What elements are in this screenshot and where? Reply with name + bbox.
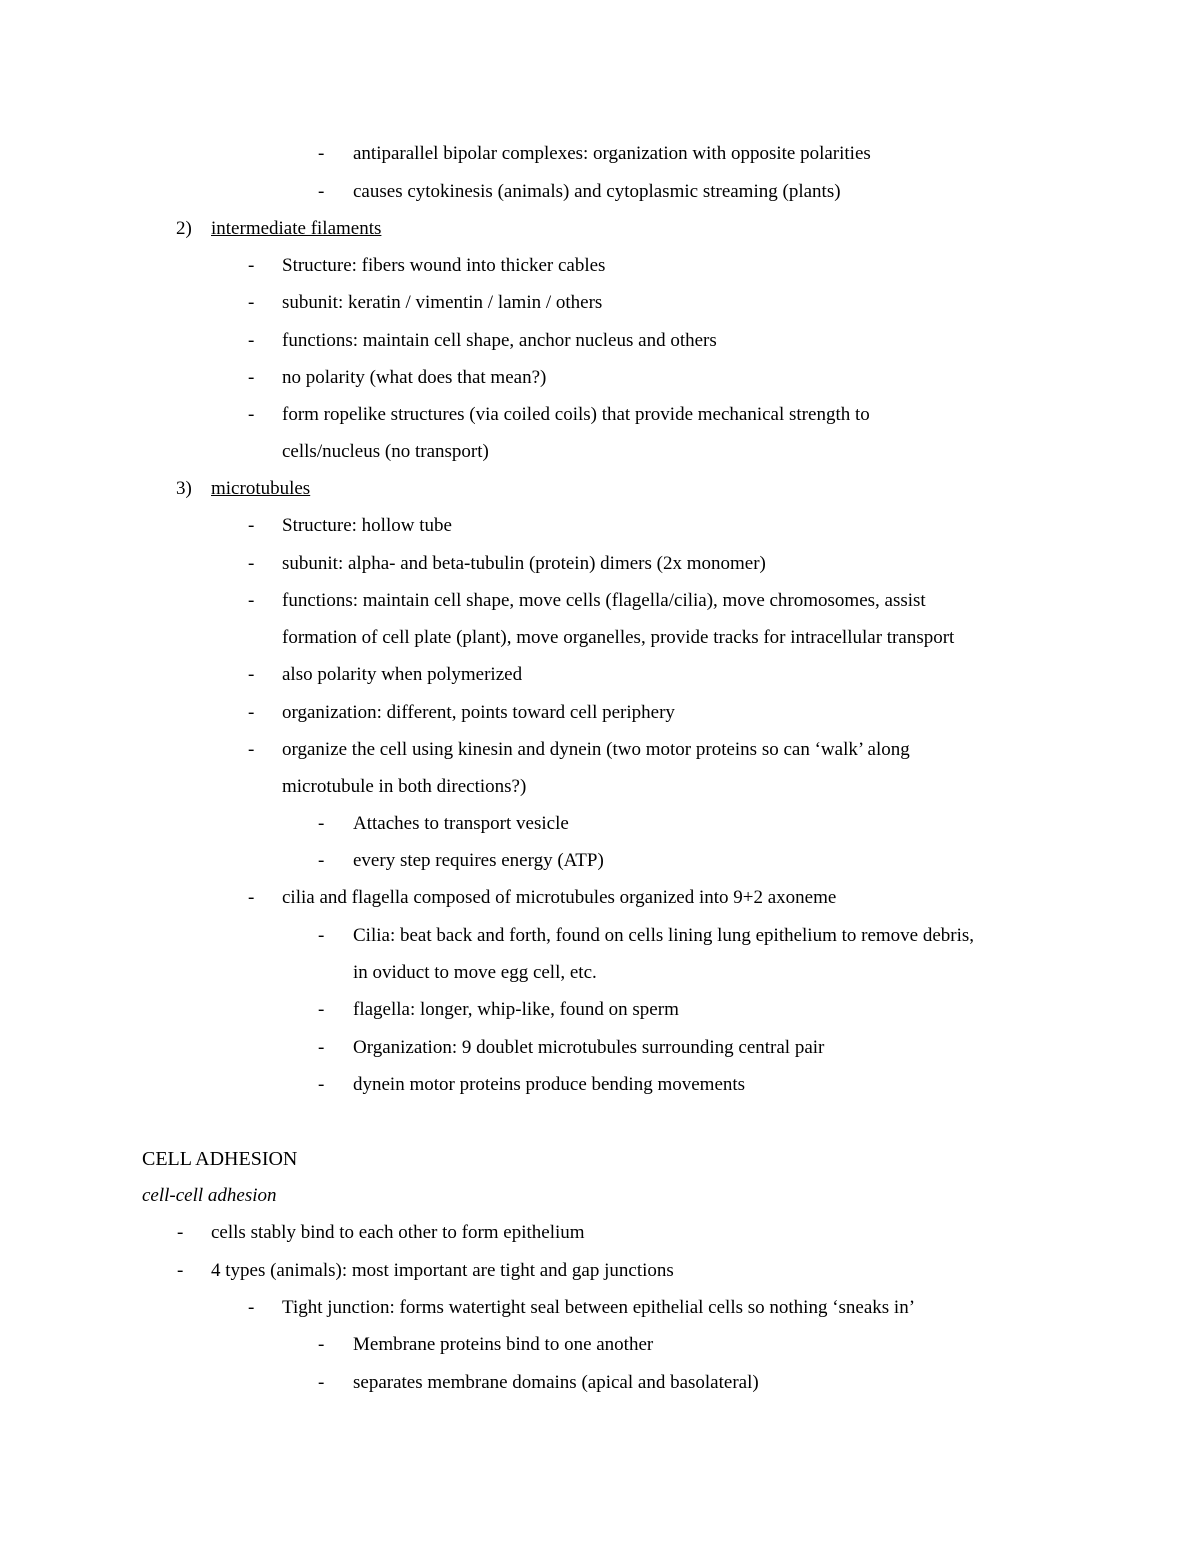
list-item: functions: maintain cell shape, anchor nucleus and others xyxy=(282,330,717,351)
bullet-dash: - xyxy=(177,1222,184,1243)
bullet-dash: - xyxy=(318,1037,325,1058)
bullet-dash: - xyxy=(248,367,255,388)
list-item: Structure: hollow tube xyxy=(282,515,452,536)
list-number: 2) xyxy=(176,218,192,239)
bullet-dash: - xyxy=(318,1074,325,1095)
bullet-dash: - xyxy=(318,1334,325,1355)
bullet-dash: - xyxy=(318,850,325,871)
bullet-dash: - xyxy=(318,999,325,1020)
list-item: Organization: 9 doublet microtubules surrounding central pair xyxy=(353,1037,825,1058)
bullet-dash: - xyxy=(248,292,255,313)
list-item-continuation: in oviduct to move egg cell, etc. xyxy=(353,962,597,983)
list-item-continuation: cells/nucleus (no transport) xyxy=(282,441,489,462)
list-item: also polarity when polymerized xyxy=(282,664,523,685)
bullet-dash: - xyxy=(248,590,255,611)
list-number: 3) xyxy=(176,478,192,499)
list-item: subunit: alpha- and beta-tubulin (protein) dimers (2x monomer) xyxy=(282,553,766,574)
list-item: every step requires energy (ATP) xyxy=(353,850,604,871)
list-item: cilia and flagella composed of microtubules organized into 9+2 axoneme xyxy=(282,887,837,908)
list-item: separates membrane domains (apical and basolateral) xyxy=(353,1372,759,1393)
list-item: Attaches to transport vesicle xyxy=(353,813,569,834)
list-item: organization: different, points toward cell periphery xyxy=(282,702,675,723)
bullet-dash: - xyxy=(248,330,255,351)
bullet-dash: - xyxy=(248,404,255,425)
list-item: functions: maintain cell shape, move cells (flagella/cilia), move chromosomes, assist xyxy=(282,590,926,611)
bullet-dash: - xyxy=(248,515,255,536)
list-item: Structure: fibers wound into thicker cables xyxy=(282,255,606,276)
bullet-dash: - xyxy=(318,925,325,946)
subheading-intermediate-filaments: intermediate filaments xyxy=(211,218,382,239)
list-item: organize the cell using kinesin and dynein (two motor proteins so can ‘walk’ along xyxy=(282,739,910,760)
section-subtitle: cell-cell adhesion xyxy=(142,1185,277,1206)
bullet-dash: - xyxy=(248,553,255,574)
bullet-dash: - xyxy=(318,1372,325,1393)
bullet-dash: - xyxy=(318,143,325,164)
list-item-continuation: microtubule in both directions?) xyxy=(282,776,527,797)
bullet-dash: - xyxy=(248,702,255,723)
bullet-dash: - xyxy=(248,664,255,685)
list-item: form ropelike structures (via coiled coils) that provide mechanical strength to xyxy=(282,404,870,425)
subheading-microtubules: microtubules xyxy=(211,478,311,499)
list-item: cells stably bind to each other to form epithelium xyxy=(211,1222,585,1243)
list-item: 4 types (animals): most important are tight and gap junctions xyxy=(211,1260,674,1281)
bullet-dash: - xyxy=(318,813,325,834)
bullet-dash: - xyxy=(248,739,255,760)
list-item: antiparallel bipolar complexes: organization with opposite polarities xyxy=(353,143,871,164)
list-item: Tight junction: forms watertight seal between epithelial cells so nothing ‘sneaks in’ xyxy=(282,1297,916,1318)
list-item: Membrane proteins bind to one another xyxy=(353,1334,654,1355)
bullet-dash: - xyxy=(318,181,325,202)
bullet-dash: - xyxy=(177,1260,184,1281)
list-item: dynein motor proteins produce bending movements xyxy=(353,1074,746,1095)
section-title: CELL ADHESION xyxy=(142,1148,298,1170)
list-item: subunit: keratin / vimentin / lamin / others xyxy=(282,292,603,313)
bullet-dash: - xyxy=(248,887,255,908)
list-item: causes cytokinesis (animals) and cytoplasmic streaming (plants) xyxy=(353,181,841,202)
list-item-continuation: formation of cell plate (plant), move organelles, provide tracks for intracellular transport xyxy=(282,627,955,648)
bullet-dash: - xyxy=(248,255,255,276)
list-item: no polarity (what does that mean?) xyxy=(282,367,547,388)
bullet-dash: - xyxy=(248,1297,255,1318)
list-item: flagella: longer, whip-like, found on sperm xyxy=(353,999,679,1020)
list-item: Cilia: beat back and forth, found on cells lining lung epithelium to remove debris, xyxy=(353,925,975,946)
